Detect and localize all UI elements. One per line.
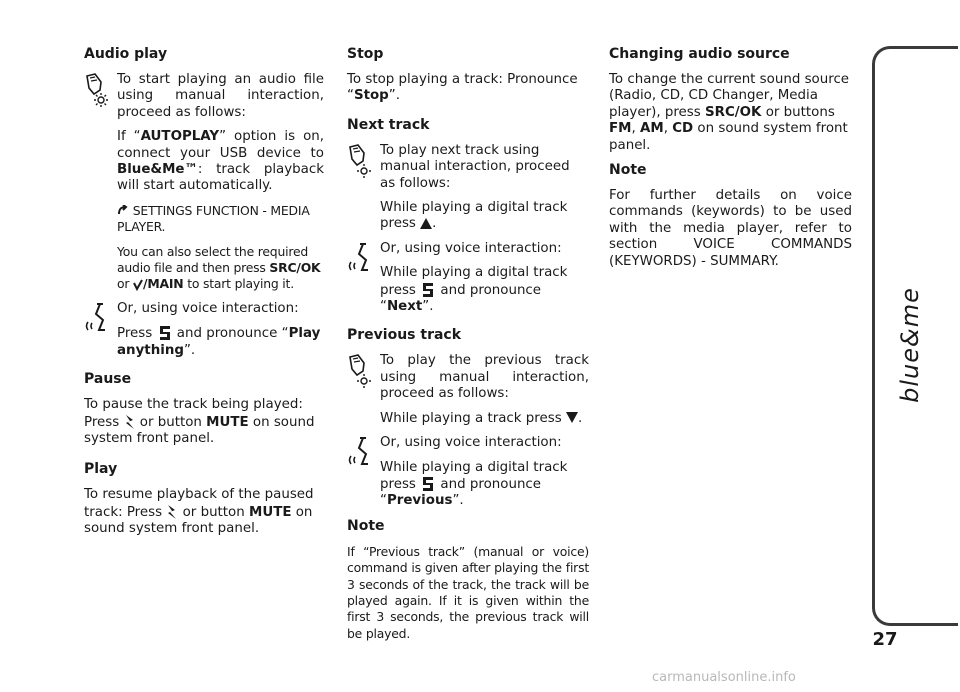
column-middle [347,46,589,650]
settings-reference: SETTINGS FUNCTION - MEDIA PLAYER. [117,202,310,235]
next-track-manual [347,143,589,233]
previous-track-heading: Previous track [347,327,462,344]
page-number: 27 [872,629,898,650]
note-text-right: For further details on voice commands (keywords) to be used with the media player, refer to section VOICE COMMANDS (KEYWORDS) - SUMMARY. [609,188,852,269]
previous-voice-intro: Or, using voice interaction: [380,435,562,451]
column-left [84,46,324,546]
changing-source-heading: Changing audio source [609,46,790,62]
previous-track-manual [347,353,589,427]
next-voice-intro: Or, using voice interaction: [380,240,562,256]
previous-track-voice [347,435,589,510]
previous-track-note: If “Previous track” (manual or voice) command is given after playing the first 3 seconds of the track, the track will be played again. If it is given within the first 3 seconds, the previous track will be played. [347,543,589,641]
mute-button-icon [124,415,136,430]
mute-button-icon [166,505,178,520]
autoplay-text: If “AUTOPLAY” option is on, connect your USB device to Blue&Me™: track playback will start automatically. [117,129,324,194]
manual-hand-icon [347,144,373,187]
select-file-text: You can also select the required audio file and then press SRC/OK or /MAIN to start playing it. [117,243,321,292]
phone-button-icon [157,326,173,341]
arrow-right-icon [117,203,129,218]
pause-heading: Pause [84,371,132,388]
next-voice-text: While playing a digital track press and pronounce “Next”. [380,265,568,315]
note-heading-middle: Note [347,517,385,534]
voice-play-anything: Press and pronounce “Play anything”. [117,326,321,358]
next-track-intro: To play next track using manual interaction, proceed as follows: [380,142,570,191]
watermark: carmanualsonline.info [652,670,796,685]
audio-play-intro: To start playing an audio file using manual interaction, proceed as follows: [117,72,324,120]
column-right [609,46,852,278]
stop-text: To stop playing a track: Pronounce “Stop”. [347,72,578,104]
audio-play-voice [84,301,324,359]
next-track-voice [347,241,589,316]
voice-icon [84,302,112,341]
play-text: To resume playback of the paused track: Press or button MUTE on sound system front panel. [84,487,314,537]
manual-hand-icon [84,73,110,116]
changing-source-text: To change the current sound source (Radio, CD, CD Changer, Media player), press SRC/OK or buttons FM, AM, CD on sound system front panel. [609,72,850,153]
audio-play-heading: Audio play [84,46,168,62]
next-track-heading: Next track [347,116,430,133]
note-heading-right: Note [609,162,647,179]
audio-play-manual [84,72,324,121]
previous-voice-text: While playing a digital track press and pronounce “Previous”. [380,459,568,509]
brand-logo: blue&me [895,287,924,403]
stop-heading: Stop [347,46,384,62]
voice-intro: Or, using voice interaction: [117,300,299,316]
previous-track-press: While playing a track press . [380,410,583,426]
phone-button-icon [420,477,436,492]
pause-text: To pause the track being played: Press or button MUTE on sound system front panel. [84,397,315,446]
up-triangle-icon [420,216,432,231]
voice-icon [347,436,375,475]
play-heading: Play [84,461,118,478]
next-track-press: While playing a digital track press . [380,200,568,232]
down-triangle-icon [566,411,578,426]
check-main-icon [133,276,143,291]
previous-track-intro: To play the previous track using manual interaction, proceed as follows: [380,353,589,402]
manual-hand-icon [347,354,373,397]
phone-button-icon [420,283,436,298]
voice-icon [347,242,375,281]
